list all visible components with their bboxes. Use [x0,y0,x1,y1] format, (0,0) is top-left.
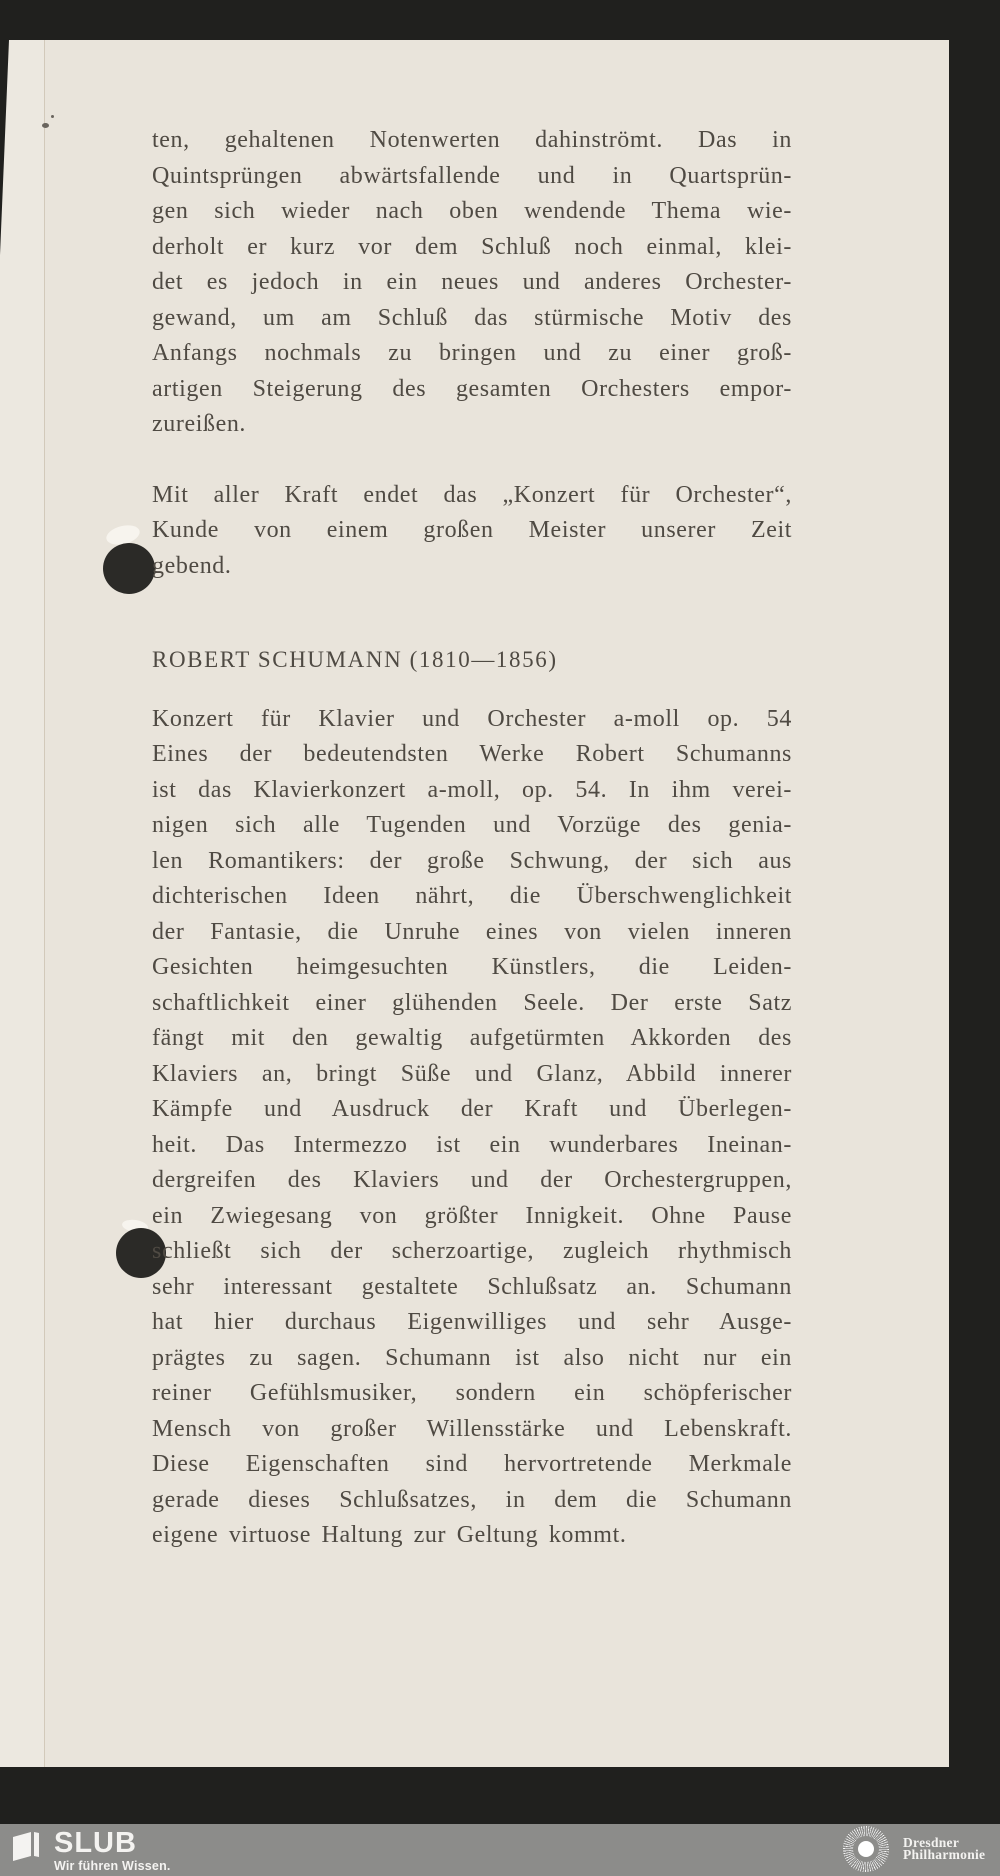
paper-speck [42,123,49,128]
page-scan [0,40,949,1767]
text-line: ist das Klavierkonzert a-moll, op. 54. In ihm verei- [152,776,792,803]
philharmonie-line1: Dresdner [903,1834,960,1850]
text-line: zureißen. [152,411,247,437]
footer-bar [0,1824,1000,1876]
text-line: Diese Eigenschaften sind hervortretende Merkmale [152,1451,792,1477]
punch-hole-top [103,543,155,594]
text-line: len Romantikers: der große Schwung, der sich aus [152,847,792,874]
text-line: hat hier durchaus Eigenwilliges und sehr Ausge- [152,1309,792,1335]
text-line: prägtes zu sagen. Schumann ist also nicht nur ein [152,1344,792,1371]
paper-speck [51,115,54,118]
text-line: Kunde von einem großen Meister unserer Zeit [152,517,792,543]
paragraph [152,123,792,443]
text-line: gebend. [152,552,232,579]
slub-wordmark: SLUB [54,1827,137,1859]
text-line: Konzert für Klavier und Orchester a-moll op. 54 [152,705,792,732]
text-line: reiner Gefühlsmusiker, sondern ein schöpferischer [152,1380,792,1406]
text-line: heit. Das Intermezzo ist ein wunderbares Ineinan- [152,1131,792,1158]
gutter-fold [0,40,45,1767]
slub-tagline: Wir führen Wissen. [54,1859,171,1873]
text-line: Mensch von großer Willensstärke und Lebenskraft. [152,1415,792,1442]
philharmonie-line2: Philharmonie [903,1847,986,1862]
philharmonie-wordmark [903,1834,986,1862]
text-line: derholt er kurz vor dem Schluß noch einmal, klei- [152,233,792,260]
paragraph [152,478,792,585]
text-flow [152,123,792,1554]
text-line: Klaviers an, bringt Süße und Glanz, Abbild innerer [152,1060,792,1087]
text-line: Quintsprüngen abwärtsfallende und in Quartsprün- [152,162,792,189]
text-line: artigen Steigerung des gesamten Orchesters empor- [152,375,792,402]
sunburst-icon [843,1826,889,1872]
text-line: Anfangs nochmals zu bringen und zu einer groß- [152,340,792,366]
text-line: gen sich wieder nach oben wendende Thema wie- [152,198,792,224]
text-line: Mit aller Kraft endet das „Konzert für Orchester“, [152,481,792,508]
text-line: fängt mit den gewaltig aufgetürmten Akkorden des [152,1025,792,1051]
paragraph [152,702,792,1554]
philharmonie-logo [843,1826,985,1872]
text-line: ten, gehaltenen Notenwerten dahinströmt. Das in [152,127,792,153]
text-line: sehr interessant gestaltete Schlußsatz an. Schumann [152,1273,792,1300]
text-line: dichterischen Ideen nährt, die Überschwenglichkeit [152,883,792,909]
text-line: det es jedoch in ein neues und anderes Orchester- [152,269,792,295]
text-line: Gesichten heimgesuchten Künstlers, die Leiden- [152,954,792,980]
text-line: schließt sich der scherzoartige, zugleich rhythmisch [152,1238,792,1264]
text-line: Kämpfe und Ausdruck der Kraft und Überlegen- [152,1096,792,1122]
text-line: nigen sich alle Tugenden und Vorzüge des genia- [152,812,792,838]
slub-logo [13,1828,171,1873]
section-heading: ROBERT SCHUMANN (1810—1856) [152,647,558,672]
text-line: gerade dieses Schlußsatzes, in dem die Schumann [152,1486,792,1513]
text-line: dergreifen des Klaviers und der Orchestergruppen, [152,1167,792,1193]
text-line: schaftlichkeit einer glühenden Seele. Der erste Satz [152,989,792,1016]
text-line: gewand, um am Schluß das stürmische Motiv des [152,304,792,331]
text-line: eigene virtuose Haltung zur Geltung kommt. [152,1522,627,1548]
text-line: der Fantasie, die Unruhe eines von vielen inneren [152,918,792,945]
text-line: Eines der bedeutendsten Werke Robert Schumanns [152,741,792,767]
text-line: ein Zwiegesang von größter Innigkeit. Ohne Pause [152,1202,792,1229]
book-icon [13,1830,41,1862]
